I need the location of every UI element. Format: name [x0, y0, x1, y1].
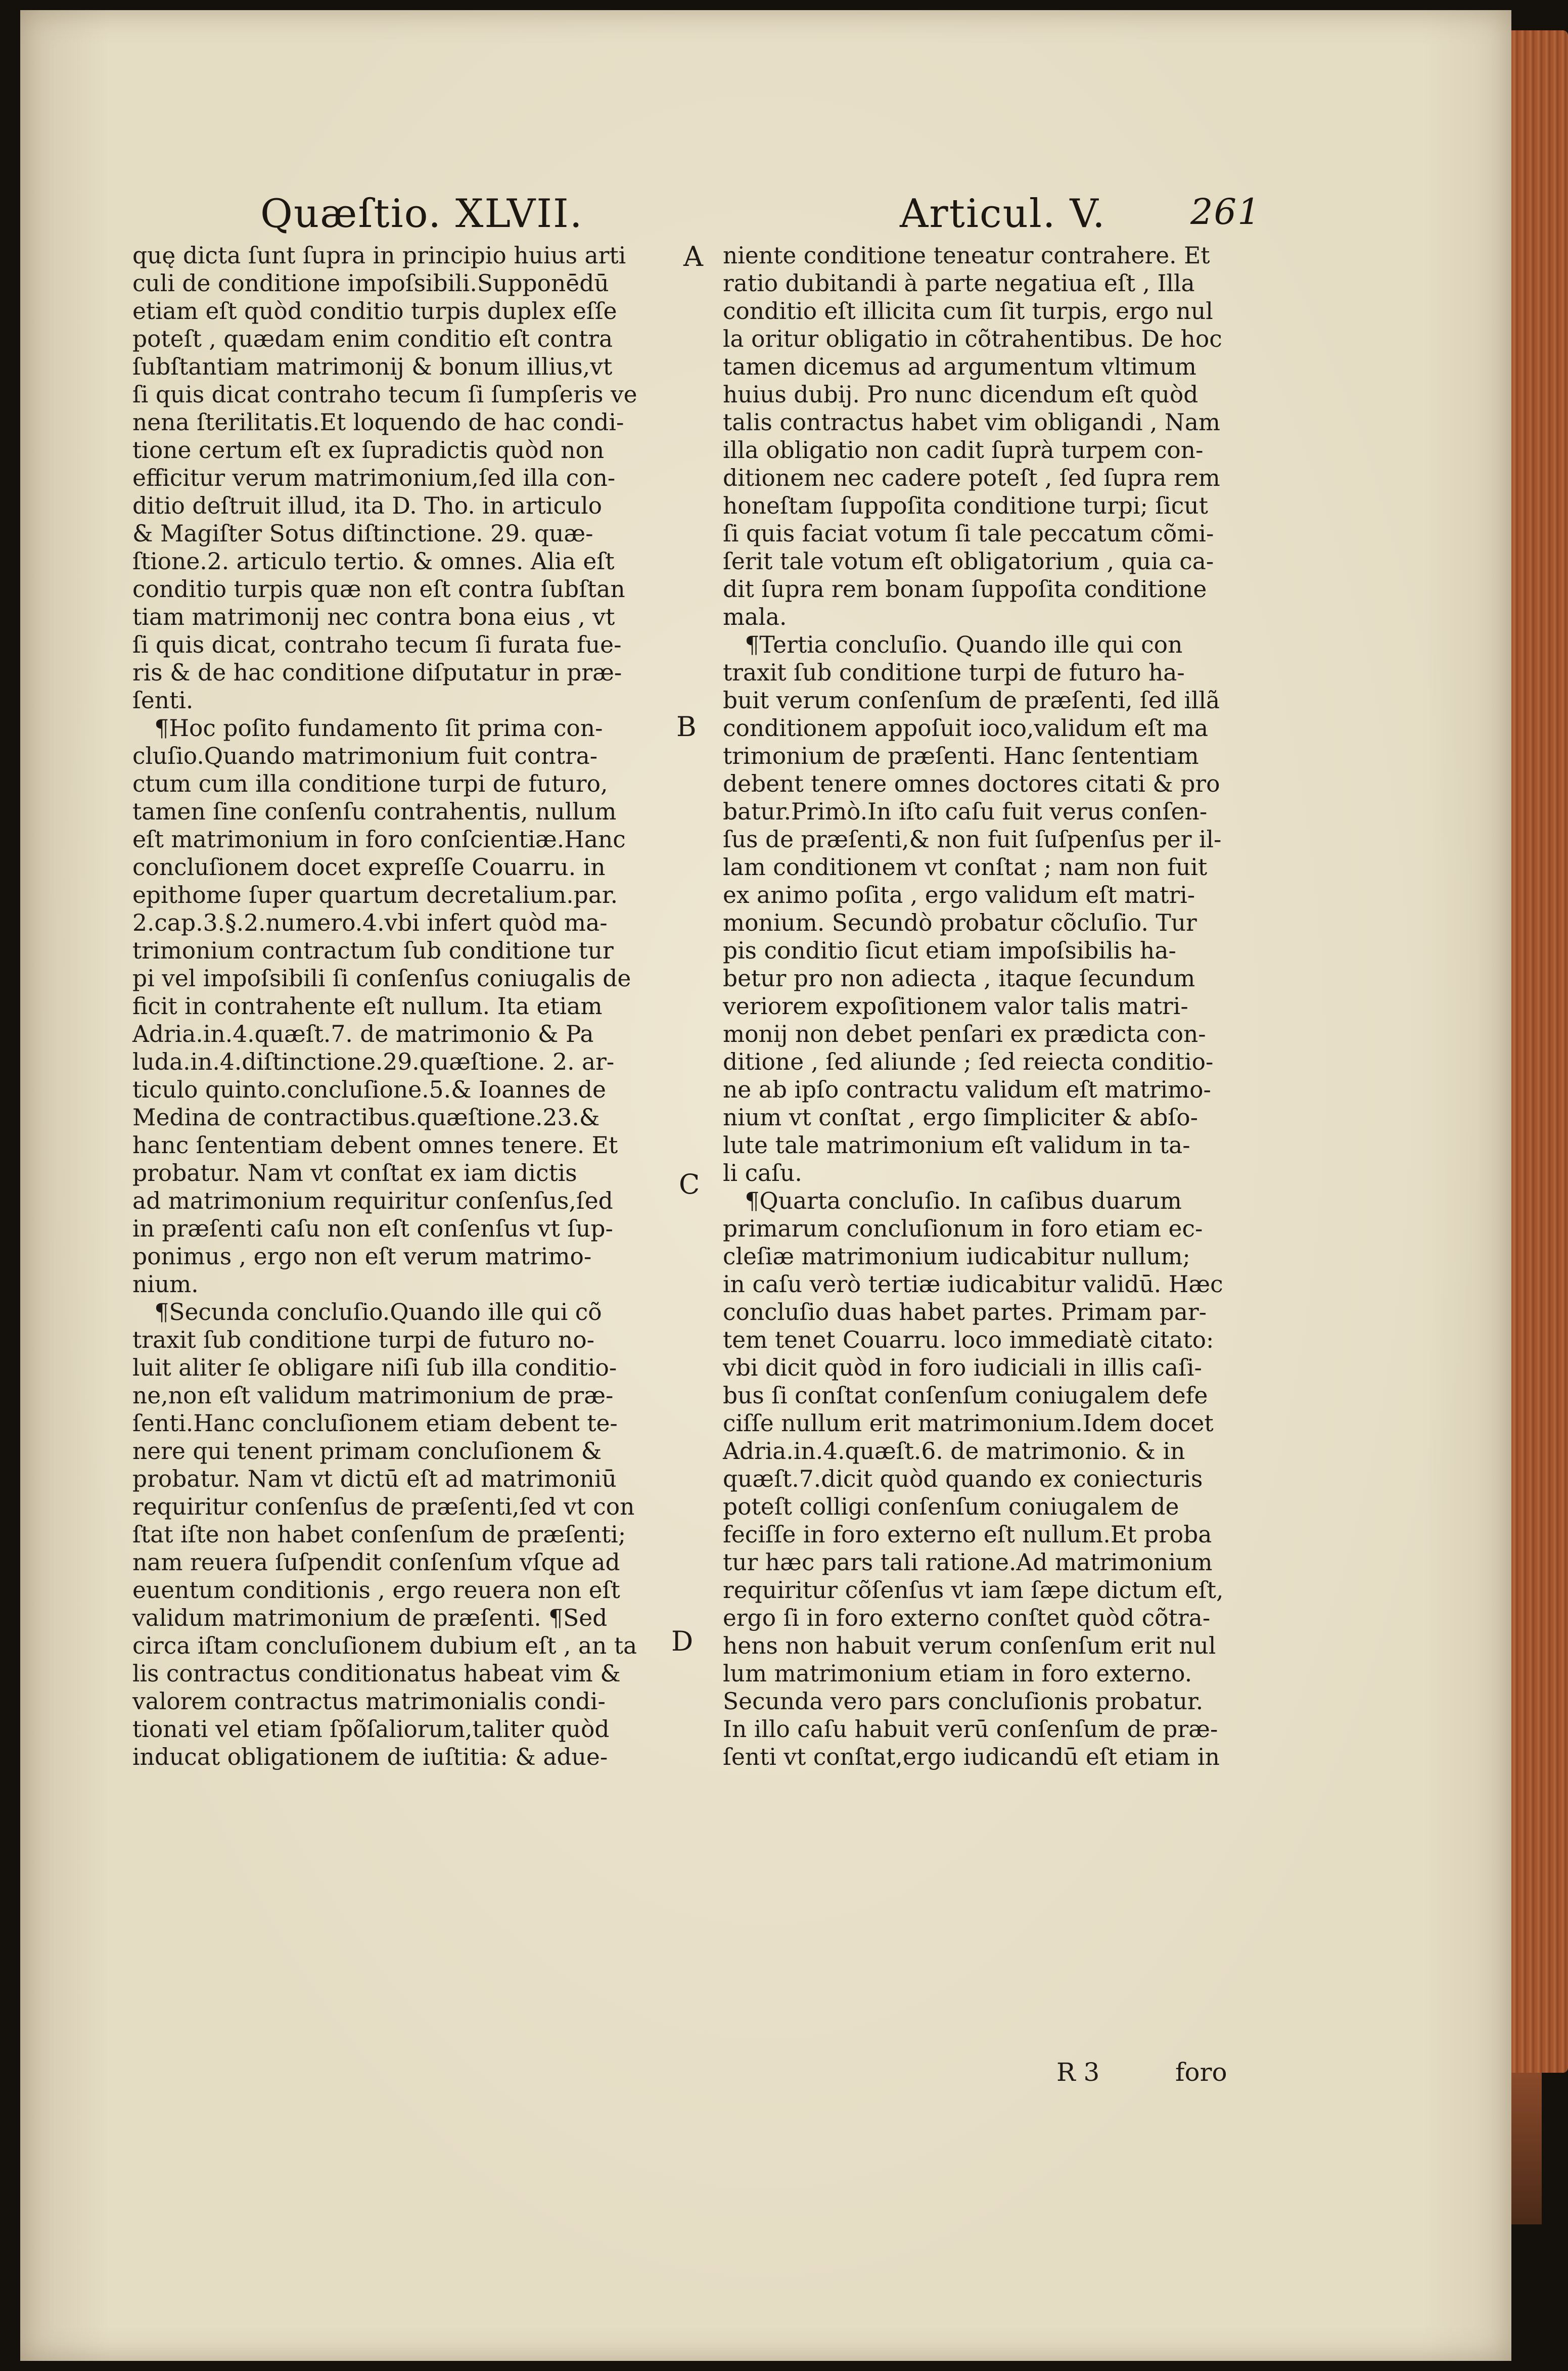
text-line: huius dubij. Pro nunc dicendum eſt quòd — [723, 381, 1198, 408]
text-line: veriorem expoſitionem valor talis matri- — [723, 993, 1188, 1020]
text-line: niente conditione teneatur contrahere. Et — [723, 242, 1210, 269]
text-line: ditione , ſed aliunde ; ſed reiecta conditio- — [723, 1048, 1214, 1075]
text-line: probatur. Nam vt dictū eſt ad matrimoniū — [132, 1466, 617, 1492]
binding-shadow — [1511, 2073, 1542, 2224]
signature-mark: R 3 — [1056, 2058, 1100, 2087]
text-line: ficit in contrahente eſt nullum. Ita etiam — [132, 993, 603, 1020]
text-line: 2.cap.3.§.2.numero.4.vbi infert quòd ma- — [132, 909, 608, 936]
text-line: monium. Secundò probatur cõcluſio. Tur — [723, 909, 1197, 936]
text-line: ¶Quarta concluſio. In caſibus duarum — [723, 1188, 1182, 1214]
text-line: trimonium de præſenti. Hanc ſententiam — [723, 743, 1199, 769]
text-line: luda.in.4.diſtinctione.29.quæſtione. 2. ar- — [132, 1048, 615, 1075]
text-line: ſi quis dicat, contraho tecum ſi furata fue- — [132, 631, 622, 658]
text-line: talis contractus habet vim obligandi , Nam — [723, 409, 1220, 436]
text-line: tione certum eſt ex ſupradictis quòd non — [132, 437, 605, 464]
text-line: tur hæc pars tali ratione.Ad matrimonium — [723, 1549, 1213, 1576]
text-line: ¶Tertia concluſio. Quando ille qui con — [723, 631, 1183, 658]
text-line: li caſu. — [723, 1160, 802, 1187]
text-line: ex animo poſita , ergo validum eſt matri- — [723, 882, 1195, 908]
text-line: lute tale matrimonium eſt validum in ta- — [723, 1132, 1190, 1159]
text-line: ſi quis dicat contraho tecum ſi ſumpſeris ve — [132, 381, 637, 408]
text-line: luit aliter ſe obligare niſi ſub illa conditio- — [132, 1354, 617, 1381]
text-line: traxit ſub conditione turpi de futuro no- — [132, 1327, 595, 1353]
text-line: ctum cum illa conditione turpi de futuro, — [132, 770, 608, 797]
text-line: vbi dicit quòd in foro iudiciali in illis caſi- — [723, 1354, 1202, 1381]
text-line: ditio deſtruit illud, ita D. Tho. in articulo — [132, 492, 603, 519]
text-line: in præſenti caſu non eſt conſenſus vt ſup- — [132, 1215, 613, 1242]
left-text-column — [132, 242, 637, 1771]
text-line: validum matrimonium de præſenti. ¶Sed — [132, 1605, 608, 1631]
text-line: inducat obligationem de iuſtitia: & adue- — [132, 1744, 608, 1770]
text-line: ſenti vt conſtat,ergo iudicandū eſt etiam in — [723, 1744, 1220, 1770]
text-line: lam conditionem vt conſtat ; nam non fuit — [723, 854, 1208, 881]
margin-letter-c: C — [679, 1168, 700, 1200]
page-edges — [1511, 30, 1568, 2073]
text-line: primarum concluſionum in foro etiam ec- — [723, 1215, 1203, 1242]
text-line: nena ſterilitatis.Et loquendo de hac condi- — [132, 409, 624, 436]
text-line: conditio turpis quæ non eſt contra ſubſtan — [132, 576, 625, 603]
text-line: ſenti.Hanc concluſionem etiam debent te- — [132, 1410, 618, 1437]
text-line: betur pro non adiecta , itaque ſecundum — [723, 965, 1195, 992]
text-line: lis contractus conditionatus habeat vim & — [132, 1660, 621, 1687]
text-line: poteſt colligi conſenſum coniugalem de — [723, 1493, 1179, 1520]
text-line: Medina de contractibus.quæſtione.23.& — [132, 1104, 600, 1131]
text-line: Adria.in.4.quæſt.7. de matrimonio & Pa — [132, 1021, 594, 1047]
text-line: etiam eſt quòd conditio turpis duplex eſſe — [132, 298, 617, 325]
text-line: hens non habuit verum conſenſum erit nul — [723, 1632, 1216, 1659]
text-line: ergo ſi in foro externo conſtet quòd cõtra- — [723, 1605, 1211, 1631]
text-line: mala. — [723, 604, 787, 630]
text-line: debent tenere omnes doctores citati & pro — [723, 770, 1220, 797]
text-line: batur.Primò.In iſto caſu fuit verus conſen- — [723, 798, 1208, 825]
text-line: ſenti. — [132, 687, 194, 714]
text-line: conditio eſt illicita cum ſit turpis, ergo nul — [723, 298, 1213, 325]
text-line: ¶Secunda concluſio.Quando ille qui cõ — [132, 1299, 602, 1326]
text-line: probatur. Nam vt conſtat ex iam dictis — [132, 1160, 577, 1187]
text-line: lum matrimonium etiam in foro externo. — [723, 1660, 1192, 1687]
text-line: monij non debet penſari ex prædicta con- — [723, 1021, 1206, 1047]
text-line: buit verum conſenſum de præſenti, ſed illã — [723, 687, 1220, 714]
folio-number: 261 — [1190, 191, 1261, 233]
text-line: traxit ſub conditione turpi de futuro ha- — [723, 659, 1185, 686]
text-line: ciſſe nullum erit matrimonium.Idem docet — [723, 1410, 1214, 1437]
margin-letter-b: B — [676, 711, 697, 743]
text-line: concluſio duas habet partes. Primam par- — [723, 1299, 1207, 1326]
text-line: Secunda vero pars concluſionis probatur. — [723, 1688, 1204, 1715]
text-line: requiritur conſenſus de præſenti,ſed vt con — [132, 1493, 635, 1520]
text-line: ſubſtantiam matrimonij & bonum illius,vt — [132, 353, 613, 380]
text-line: In illo caſu habuit verū conſenſum de præ- — [723, 1716, 1218, 1743]
margin-letter-a: A — [683, 241, 703, 272]
right-text-column — [723, 242, 1223, 1771]
text-line: valorem contractus matrimonialis condi- — [132, 1688, 606, 1715]
margin-letter-d: D — [671, 1625, 694, 1657]
text-line: efficitur verum matrimonium,ſed illa con- — [132, 465, 616, 491]
catchword: foro — [1175, 2058, 1227, 2087]
text-line: ad matrimonium requiritur conſenſus,ſed — [132, 1188, 613, 1214]
text-line: tiam matrimonij nec contra bona eius , vt — [132, 604, 615, 630]
text-line: ponimus , ergo non eſt verum matrimo- — [132, 1243, 592, 1270]
text-line: cluſio.Quando matrimonium fuit contra- — [132, 743, 598, 769]
text-line: ne ab ipſo contractu validum eſt matrimo- — [723, 1076, 1211, 1103]
text-line: ſtat iſte non habet conſenſum de præſenti; — [132, 1521, 626, 1548]
text-line: bus ſi conſtat conſenſum coniugalem defe — [723, 1382, 1208, 1409]
text-line: eſt matrimonium in foro conſcientiæ.Hanc — [132, 826, 626, 853]
text-line: ne,non eſt validum matrimonium de præ- — [132, 1382, 614, 1409]
text-line: & Magiſter Sotus diſtinctione. 29. quæ- — [132, 520, 593, 547]
text-line: quę dicta ſunt ſupra in principio huius arti — [132, 242, 626, 269]
running-head-question: Quæſtio. XLVII. — [260, 191, 583, 237]
text-line: culi de conditione impoſsibili.Supponēdū — [132, 270, 609, 297]
text-line: tamen dicemus ad argumentum vltimum — [723, 353, 1196, 380]
text-line: hanc ſententiam debent omnes tenere. Et — [132, 1132, 618, 1159]
text-line: nere qui tenent primam concluſionem & — [132, 1438, 602, 1465]
text-line: ſtione.2. articulo tertio. & omnes. Alia eſt — [132, 548, 615, 575]
text-line: feciſſe in foro externo eſt nullum.Et proba — [723, 1521, 1212, 1548]
text-line: nam reuera ſuſpendit conſenſum vſque ad — [132, 1549, 620, 1576]
text-line: conditionem appoſuit ioco,validum eſt ma — [723, 715, 1209, 742]
text-line: illa obligatio non cadit ſuprà turpem con- — [723, 437, 1204, 464]
text-line: tamen ſine conſenſu contrahentis, nullum — [132, 798, 617, 825]
text-line: euentum conditionis , ergo reuera non eſt — [132, 1577, 620, 1604]
text-line: ticulo quinto.concluſione.5.& Ioannes de — [132, 1076, 606, 1103]
text-line: pis conditio ſicut etiam impoſsibilis ha- — [723, 937, 1176, 964]
text-line: dit ſupra rem bonam ſuppoſita conditione — [723, 576, 1207, 603]
text-line: tem tenet Couarru. loco immediatè citato: — [723, 1327, 1214, 1353]
text-line: concluſionem docet expreſſe Couarru. in — [132, 854, 606, 881]
text-line: epithome ſuper quartum decretalium.par. — [132, 882, 618, 908]
text-line: trimonium contractum ſub conditione tur — [132, 937, 614, 964]
text-line: tionati vel etiam ſpõſaliorum,taliter quòd — [132, 1716, 610, 1743]
text-line: ¶Hoc poſito fundamento ſit prima con- — [132, 715, 603, 742]
text-line: ratio dubitandi à parte negatiua eſt , Illa — [723, 270, 1195, 297]
text-line: requiritur cõſenſus vt iam ſæpe dictum eſt, — [723, 1577, 1224, 1604]
text-line: cleſiæ matrimonium iudicabitur nullum; — [723, 1243, 1190, 1270]
text-line: in caſu verò tertiæ iudicabitur validū. Hæc — [723, 1271, 1223, 1298]
text-line: honeſtam ſuppoſita conditione turpi; ſicut — [723, 492, 1208, 519]
text-line: ſi quis faciat votum ſi tale peccatum cõmi- — [723, 520, 1214, 547]
text-line: nium vt conſtat , ergo ſimpliciter & abſo- — [723, 1104, 1198, 1131]
text-line: poteſt , quædam enim conditio eſt contra — [132, 326, 613, 352]
text-line: circa iſtam concluſionem dubium eſt , an ta — [132, 1632, 637, 1659]
text-line: ris & de hac conditione diſputatur in præ- — [132, 659, 622, 686]
text-line: ſus de præſenti,& non fuit ſuſpenſus per il- — [723, 826, 1222, 853]
running-head-article: Articul. V. — [900, 191, 1106, 237]
text-line: nium. — [132, 1271, 199, 1298]
text-line: ſerit tale votum eſt obligatorium , quia ca- — [723, 548, 1214, 575]
text-line: la oritur obligatio in cõtrahentibus. De hoc — [723, 326, 1222, 352]
text-line: pi vel impoſsibili ſi conſenſus coniugalis de — [132, 965, 631, 992]
text-line: Adria.in.4.quæſt.6. de matrimonio. & in — [723, 1438, 1185, 1465]
text-line: quæſt.7.dicit quòd quando ex coniecturis — [723, 1466, 1203, 1492]
text-line: ditionem nec cadere poteſt , ſed ſupra rem — [723, 465, 1220, 491]
